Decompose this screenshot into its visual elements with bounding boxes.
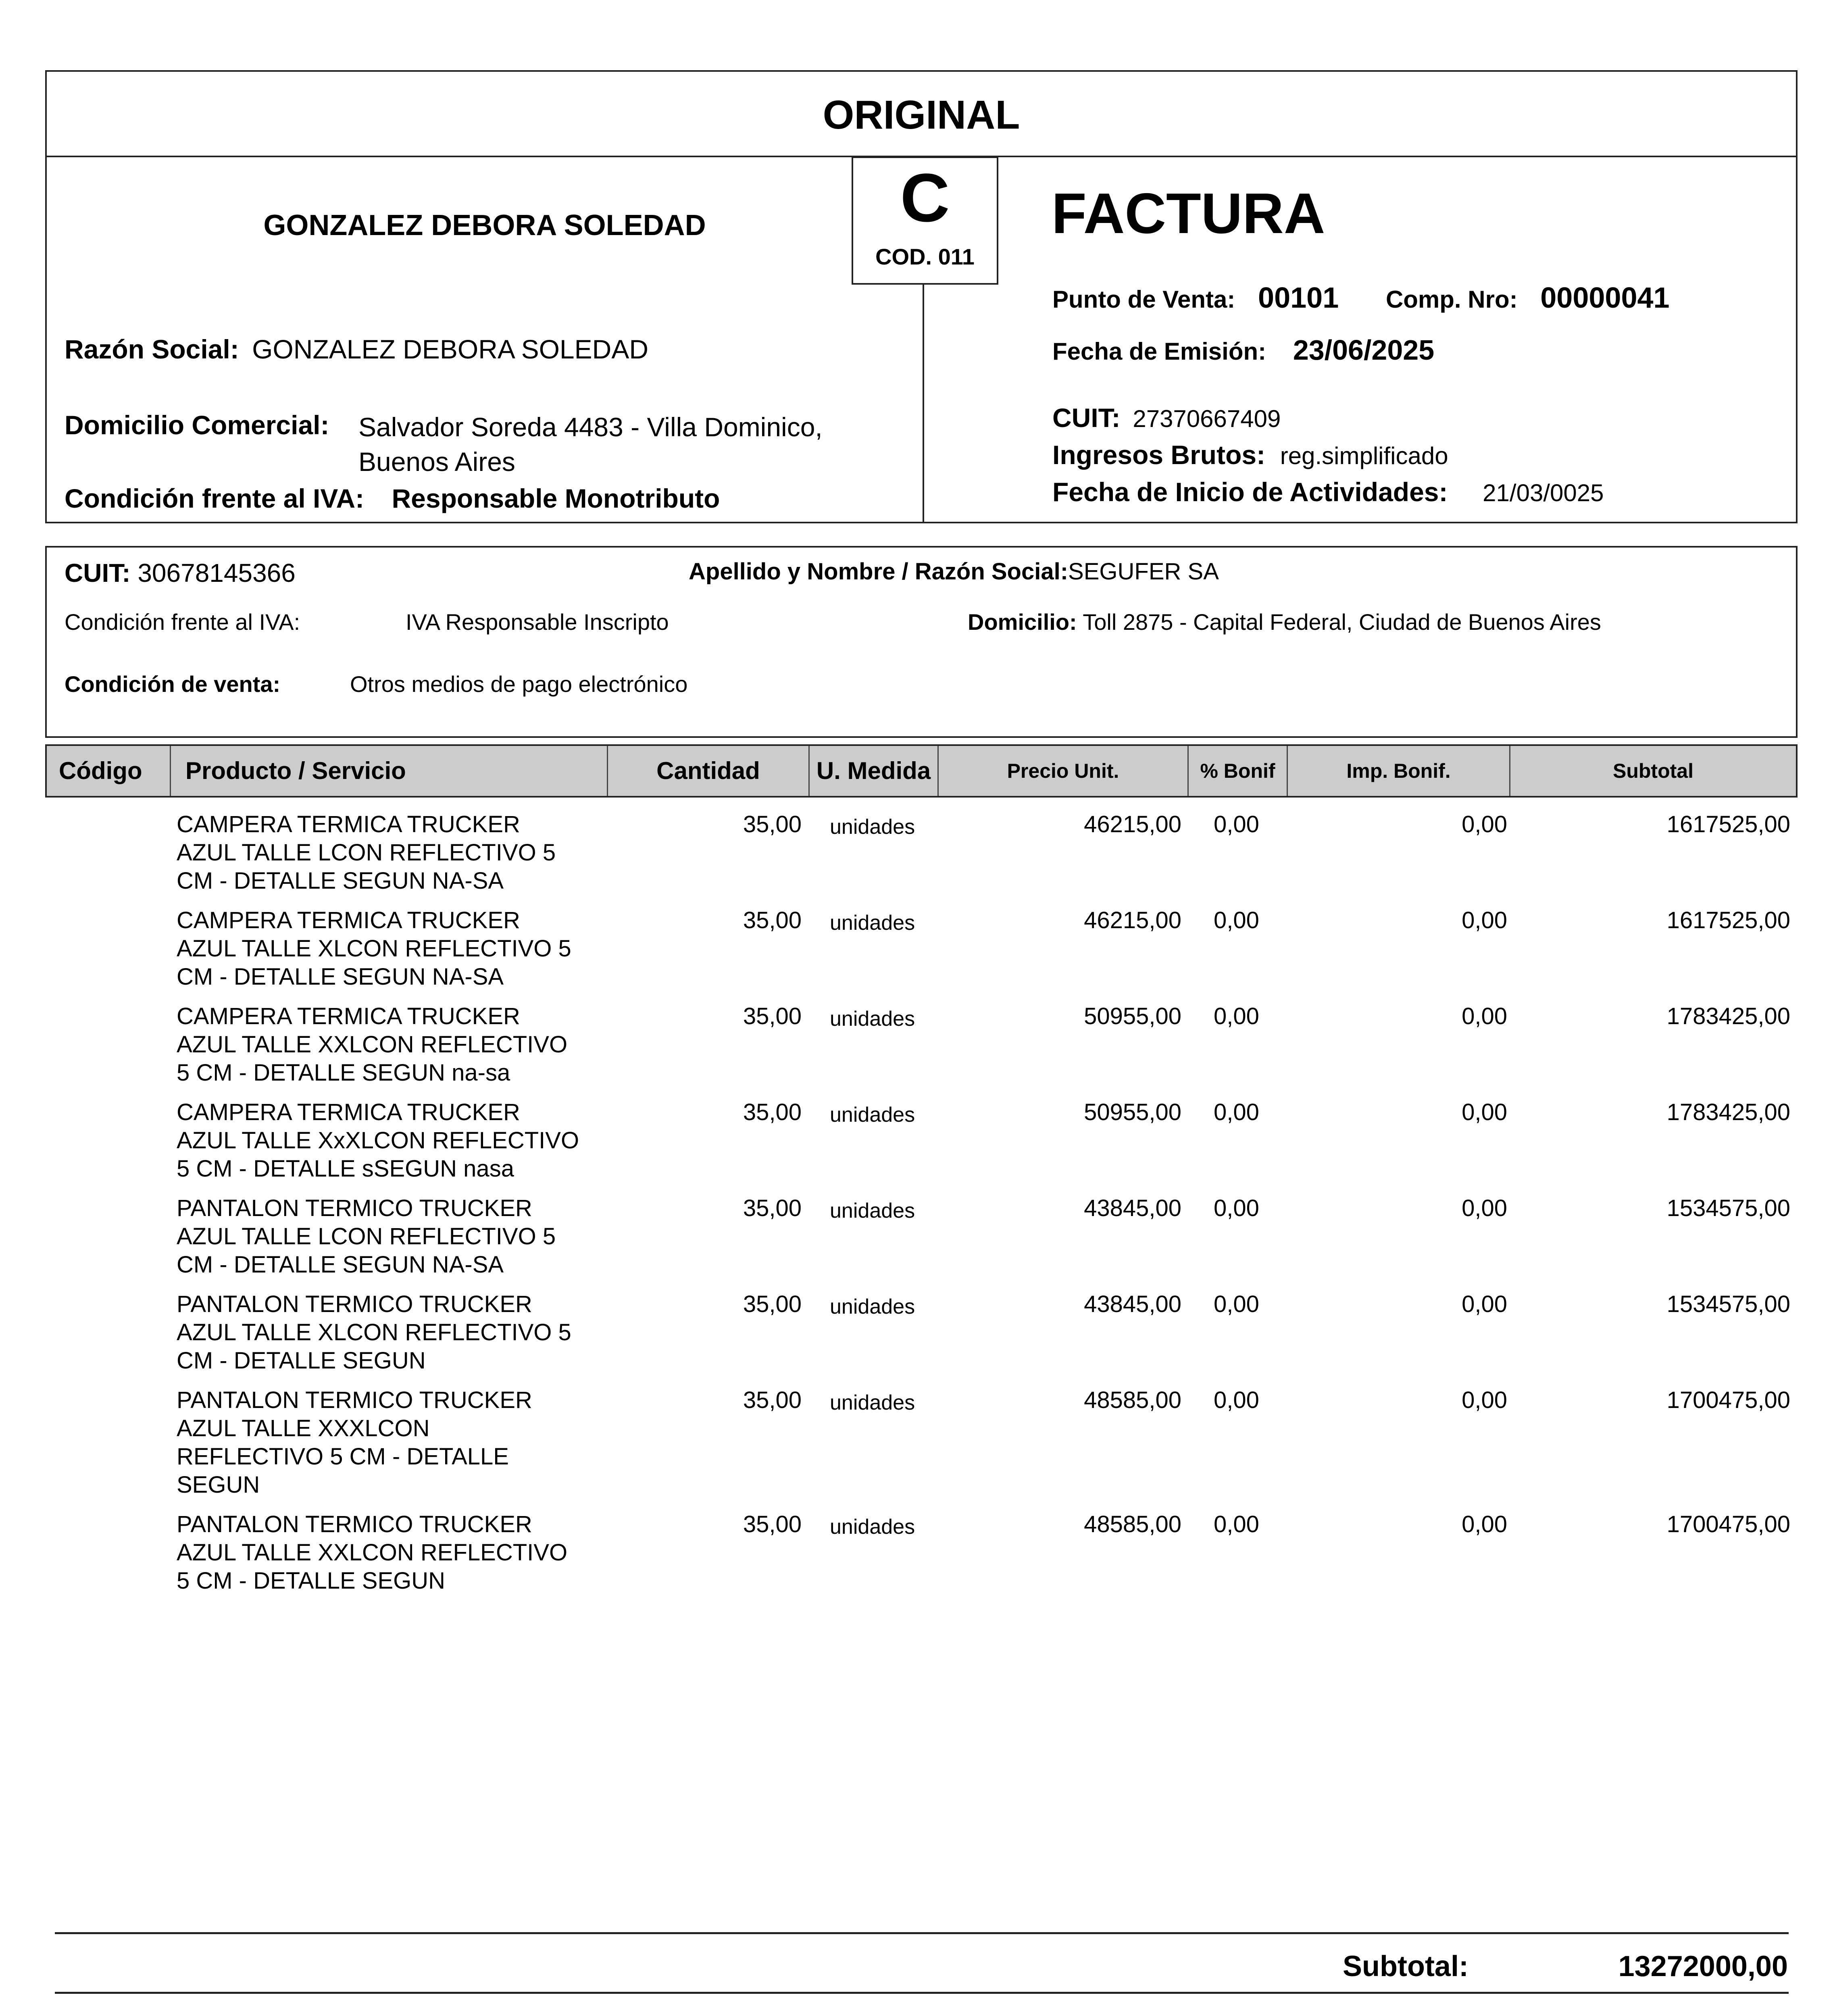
product-description-line: 5 CM - DETALLE sSEGUN nasa <box>177 1156 514 1182</box>
row-subtotal: 1783425,00 <box>1666 1003 1790 1029</box>
client-nombre <box>689 558 1219 585</box>
row-bonif-imp: 0,00 <box>1462 907 1507 933</box>
product-description <box>177 1290 571 1375</box>
row-medida: unidades <box>830 911 915 935</box>
invoice-code: COD. 011 <box>875 244 975 269</box>
row-bonif-imp: 0,00 <box>1462 1511 1507 1537</box>
product-description-line: CM - DETALLE SEGUN NA-SA <box>177 868 504 894</box>
product-description-line: PANTALON TERMICO TRUCKER <box>177 1291 532 1317</box>
domicilio-label: Domicilio Comercial: <box>65 410 329 440</box>
product-description-line: AZUL TALLE XLCON REFLECTIVO 5 <box>177 1319 571 1345</box>
row-cantidad: 35,00 <box>743 1195 802 1221</box>
product-description <box>177 810 556 895</box>
domicilio-line-2: Buenos Aires <box>358 447 515 477</box>
row-precio: 50955,00 <box>1084 1003 1181 1029</box>
row-bonif-imp: 0,00 <box>1462 1291 1507 1317</box>
punto-venta-label: Punto de Venta: <box>1052 286 1235 313</box>
product-description <box>177 1386 532 1499</box>
row-precio: 48585,00 <box>1084 1511 1181 1537</box>
fecha-emision <box>1052 334 1434 366</box>
row-subtotal: 1534575,00 <box>1666 1291 1790 1317</box>
row-subtotal: 1700475,00 <box>1666 1511 1790 1537</box>
razon-social-value: GONZALEZ DEBORA SOLEDAD <box>252 334 649 364</box>
subtotal-rule-top <box>55 1932 1789 1934</box>
row-precio: 46215,00 <box>1084 907 1181 933</box>
cuit-label: CUIT: <box>1052 403 1121 433</box>
row-medida: unidades <box>830 1515 915 1539</box>
product-description-line: CM - DETALLE SEGUN NA-SA <box>177 964 504 990</box>
product-description-line: REFLECTIVO 5 CM - DETALLE <box>177 1443 509 1470</box>
row-medida: unidades <box>830 1103 915 1127</box>
product-description-line: CAMPERA TERMICA TRUCKER <box>177 811 520 837</box>
row-cantidad: 35,00 <box>743 1387 802 1413</box>
invoice-header <box>45 70 1798 523</box>
row-cantidad: 35,00 <box>743 1291 802 1317</box>
product-description-line: AZUL TALLE XLCON REFLECTIVO 5 <box>177 935 571 962</box>
row-cantidad: 35,00 <box>743 907 802 933</box>
row-precio: 50955,00 <box>1084 1099 1181 1125</box>
row-bonif-pct: 0,00 <box>1214 907 1259 933</box>
ingresos-brutos-value: reg.simplificado <box>1280 442 1448 469</box>
product-description-line: PANTALON TERMICO TRUCKER <box>177 1387 532 1413</box>
row-subtotal: 1617525,00 <box>1666 907 1790 933</box>
copy-label: ORIGINAL <box>823 92 1020 137</box>
product-description-line: PANTALON TERMICO TRUCKER <box>177 1511 532 1537</box>
row-cantidad: 35,00 <box>743 811 802 837</box>
row-subtotal: 1534575,00 <box>1666 1195 1790 1221</box>
product-description-line: CM - DETALLE SEGUN <box>177 1347 426 1374</box>
product-description-line: CAMPERA TERMICA TRUCKER <box>177 907 520 933</box>
fecha-emision-value: 23/06/2025 <box>1293 334 1435 366</box>
iva-label: Condición frente al IVA: <box>65 483 365 513</box>
product-description <box>177 1098 579 1183</box>
row-medida: unidades <box>830 1199 915 1223</box>
ingresos-brutos <box>1052 439 1448 470</box>
row-cantidad: 35,00 <box>743 1003 802 1029</box>
product-description-line: AZUL TALLE XXXLCON <box>177 1415 430 1441</box>
client-domicilio <box>968 609 1601 635</box>
inicio-actividades-value: 21/03/0025 <box>1483 479 1604 506</box>
col-bonif-imp: Imp. Bonif. <box>1288 746 1510 796</box>
client-cuit-label: CUIT: <box>65 558 131 587</box>
row-bonif-pct: 0,00 <box>1214 1511 1259 1537</box>
product-description <box>177 906 571 991</box>
row-precio: 43845,00 <box>1084 1291 1181 1317</box>
product-description-line: 5 CM - DETALLE SEGUN na-sa <box>177 1060 510 1086</box>
product-description-line: PANTALON TERMICO TRUCKER <box>177 1195 532 1221</box>
product-description <box>177 1002 567 1087</box>
domicilio-line-1: Salvador Soreda 4483 - Villa Dominico, <box>358 412 823 442</box>
product-description-line: AZUL TALLE XXLCON REFLECTIVO <box>177 1539 568 1566</box>
row-subtotal: 1783425,00 <box>1666 1099 1790 1125</box>
fecha-emision-label: Fecha de Emisión: <box>1052 338 1266 365</box>
col-bonif-pct: % Bonif <box>1189 746 1288 796</box>
product-description-line: AZUL TALLE LCON REFLECTIVO 5 <box>177 839 556 866</box>
row-bonif-imp: 0,00 <box>1462 811 1507 837</box>
row-subtotal: 1617525,00 <box>1666 811 1790 837</box>
row-precio: 43845,00 <box>1084 1195 1181 1221</box>
client-nombre-value: SEGUFER SA <box>1068 558 1219 585</box>
invoice-letter-box <box>852 156 998 285</box>
col-medida: U. Medida <box>810 746 939 796</box>
invoice-letter: C <box>900 160 950 236</box>
invoice-title: FACTURA <box>1052 181 1325 246</box>
razon-social-label: Razón Social: <box>65 334 239 364</box>
issuer-cuit <box>1052 402 1281 433</box>
client-box <box>45 546 1798 738</box>
row-cantidad: 35,00 <box>743 1099 802 1125</box>
product-description-line: AZUL TALLE LCON REFLECTIVO 5 <box>177 1223 556 1250</box>
row-medida: unidades <box>830 815 915 839</box>
issuer-razon-social <box>65 334 648 364</box>
row-precio: 46215,00 <box>1084 811 1181 837</box>
comp-nro-value: 00000041 <box>1540 282 1670 314</box>
issuer-domicilio-label <box>65 410 329 440</box>
row-cantidad: 35,00 <box>743 1511 802 1537</box>
client-domicilio-value: Toll 2875 - Capital Federal, Ciudad de Buenos Aires <box>1083 609 1601 635</box>
row-medida: unidades <box>830 1007 915 1031</box>
ingresos-brutos-label: Ingresos Brutos: <box>1052 440 1266 470</box>
subtotal-value: 13272000,00 <box>1618 1950 1788 1983</box>
items-table-header <box>45 744 1798 798</box>
col-subtotal: Subtotal <box>1613 760 1693 782</box>
client-cuit-value: 30678145366 <box>137 558 296 587</box>
subtotal-rule-bottom <box>55 1992 1789 1994</box>
punto-venta-value: 00101 <box>1258 282 1339 314</box>
comp-nro-label: Comp. Nro: <box>1385 286 1518 313</box>
product-description-line: AZUL TALLE XXLCON REFLECTIVO <box>177 1031 568 1058</box>
row-bonif-pct: 0,00 <box>1214 811 1259 837</box>
row-subtotal: 1700475,00 <box>1666 1387 1790 1413</box>
client-venta-value: Otros medios de pago electrónico <box>350 671 688 697</box>
iva-value: Responsable Monotributo <box>392 483 720 513</box>
row-medida: unidades <box>830 1295 915 1318</box>
row-bonif-pct: 0,00 <box>1214 1387 1259 1413</box>
copy-banner <box>47 72 1796 157</box>
client-domicilio-label: Domicilio: <box>968 609 1077 635</box>
row-bonif-imp: 0,00 <box>1462 1387 1507 1413</box>
col-codigo: Código <box>47 746 171 796</box>
client-iva-label: Condición frente al IVA: <box>65 609 300 635</box>
col-cantidad: Cantidad <box>608 746 810 796</box>
col-precio: Precio Unit. <box>939 746 1189 796</box>
client-cuit <box>65 558 296 588</box>
row-bonif-pct: 0,00 <box>1214 1291 1259 1317</box>
row-bonif-pct: 0,00 <box>1214 1003 1259 1029</box>
issuer-domicilio <box>358 410 823 479</box>
row-bonif-pct: 0,00 <box>1214 1099 1259 1125</box>
product-description-line: SEGUN <box>177 1472 260 1498</box>
client-nombre-label: Apellido y Nombre / Razón Social: <box>689 558 1069 585</box>
product-description-line: AZUL TALLE XxXLCON REFLECTIVO <box>177 1127 579 1154</box>
product-description-line: CM - DETALLE SEGUN NA-SA <box>177 1252 504 1278</box>
row-medida: unidades <box>830 1391 915 1414</box>
inicio-actividades <box>1052 477 1604 507</box>
row-bonif-imp: 0,00 <box>1462 1003 1507 1029</box>
row-bonif-imp: 0,00 <box>1462 1099 1507 1125</box>
issuer-iva <box>65 483 720 514</box>
inicio-actividades-label: Fecha de Inicio de Actividades: <box>1052 477 1448 507</box>
col-producto: Producto / Servicio <box>171 746 608 796</box>
product-description-line: 5 CM - DETALLE SEGUN <box>177 1568 446 1594</box>
cuit-value: 27370667409 <box>1133 405 1281 432</box>
product-description <box>177 1194 556 1279</box>
row-precio: 48585,00 <box>1084 1387 1181 1413</box>
subtotal-label: Subtotal: <box>1343 1950 1468 1983</box>
product-description-line: CAMPERA TERMICA TRUCKER <box>177 1099 520 1125</box>
product-description <box>177 1510 567 1595</box>
client-venta-label: Condición de venta: <box>65 671 281 697</box>
row-bonif-pct: 0,00 <box>1214 1195 1259 1221</box>
product-description-line: CAMPERA TERMICA TRUCKER <box>177 1003 520 1029</box>
punto-venta <box>1052 281 1670 314</box>
client-iva-value: IVA Responsable Inscripto <box>406 609 669 635</box>
row-bonif-imp: 0,00 <box>1462 1195 1507 1221</box>
issuer-name-heading: GONZALEZ DEBORA SOLEDAD <box>263 209 706 242</box>
